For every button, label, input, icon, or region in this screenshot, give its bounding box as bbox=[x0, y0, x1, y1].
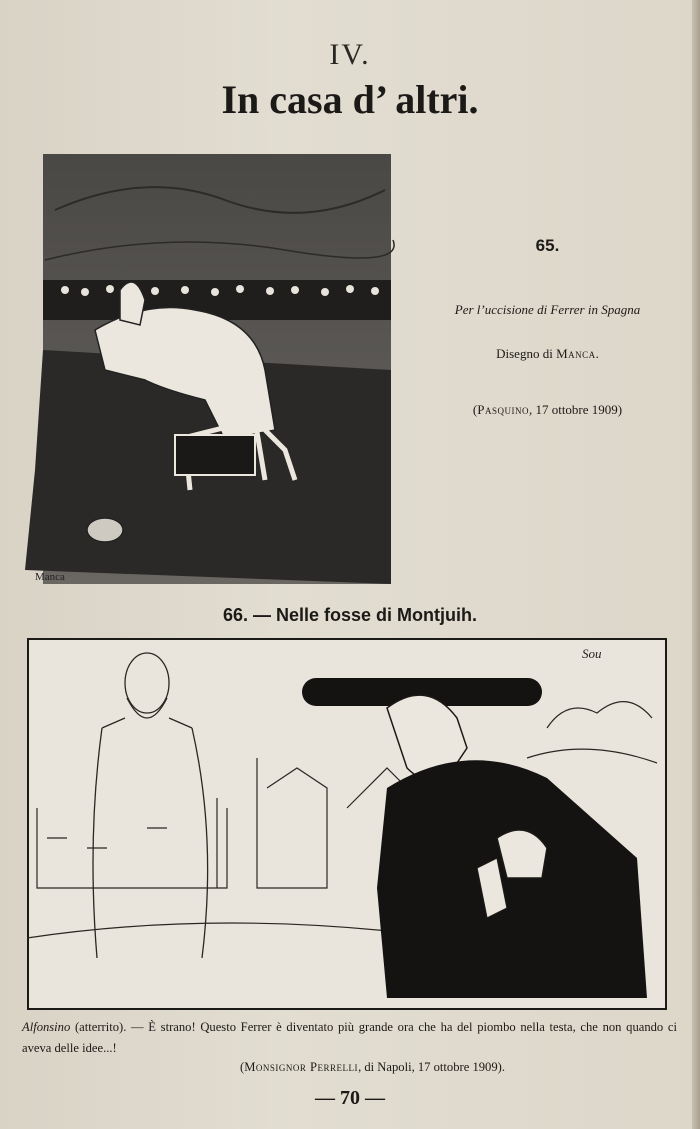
chapter-number: IV. bbox=[329, 38, 371, 71]
figure-65-number: 65. bbox=[535, 236, 560, 255]
figure-65-source: (Pasquino, 17 ottobre 1909) bbox=[472, 402, 623, 417]
figure-66-source: (Monsignor Perrelli, di Napoli, 17 ottobre 1909). bbox=[240, 1060, 505, 1074]
chapter-title: In casa d’ altri. bbox=[221, 77, 479, 122]
cartoon-65-illustration bbox=[25, 150, 395, 590]
figure-65-title: Per l’uccisione di Ferrer in Spagna bbox=[454, 302, 641, 317]
signature-manca: Manca bbox=[35, 571, 65, 583]
cartoon-66-illustration bbox=[27, 638, 667, 1010]
figure-66-caption: 66. — Nelle fosse di Montjuih. bbox=[222, 605, 478, 625]
page-number: — 70 — bbox=[315, 1087, 385, 1109]
figure-65-credit: Disegno di Manca. bbox=[496, 346, 599, 361]
page-edge-shadow bbox=[692, 0, 700, 1129]
figure-66-quote: Alfonsino (atterrito). — È strano! Questo Ferrer è diventato più grande ora che ha del piombo nella testa, che non quando ci aveva delle idee...! bbox=[22, 1020, 677, 1055]
signature-sou: Sou bbox=[582, 646, 602, 661]
